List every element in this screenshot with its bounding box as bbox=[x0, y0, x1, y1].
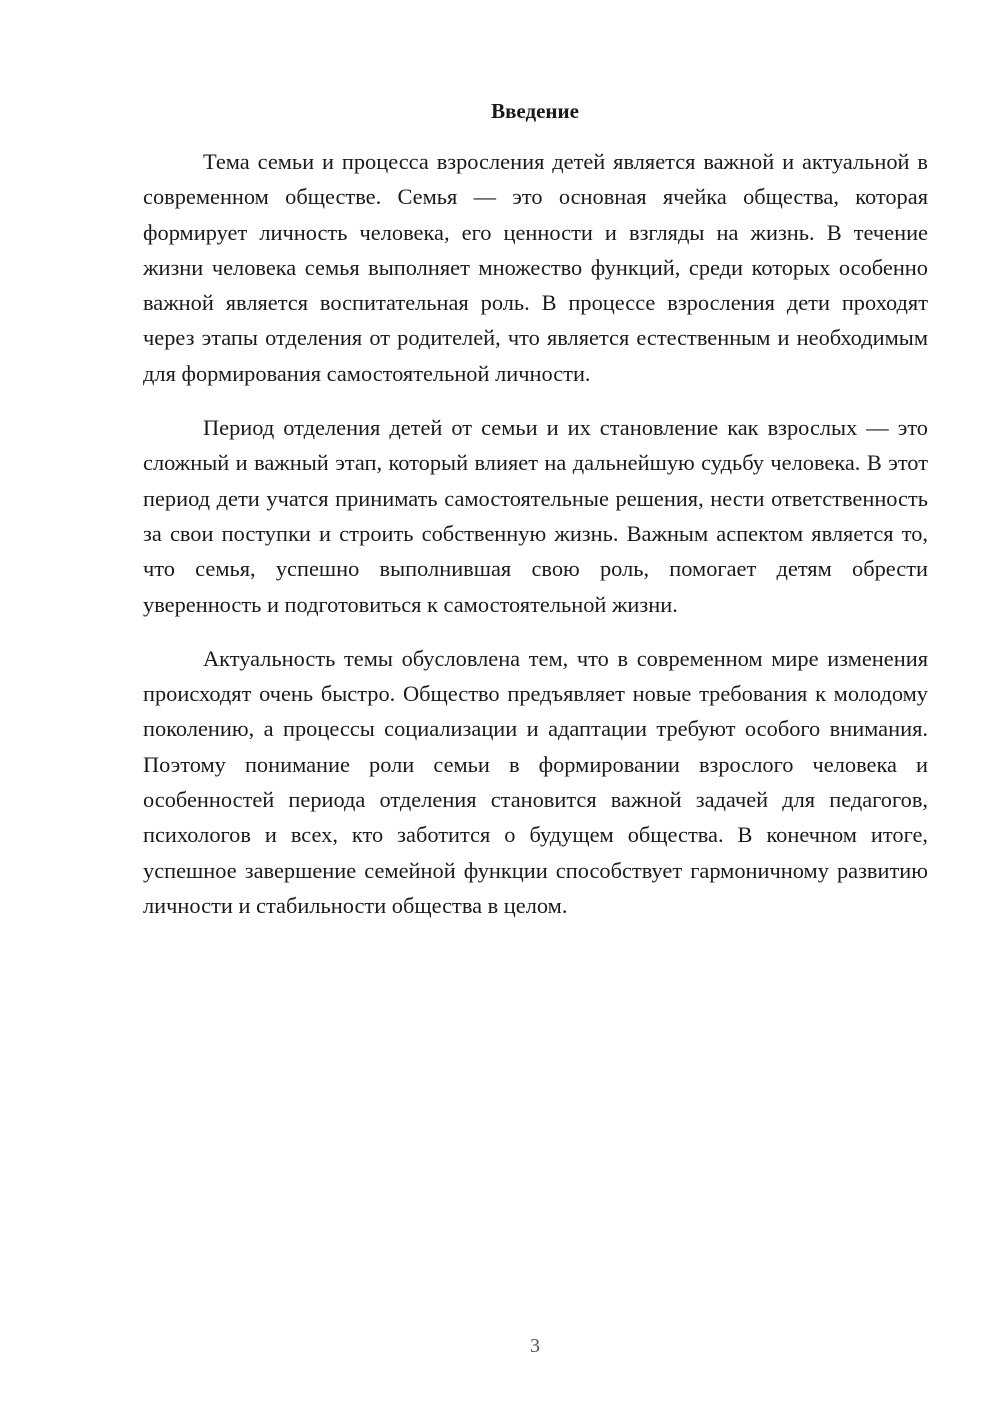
section-heading: Введение bbox=[491, 99, 579, 123]
body-text bbox=[143, 144, 928, 923]
paragraph: Период отделения детей от семьи и их становление как взрослых — это сложный и важный этап, который влияет на дальнейшую судьбу человека. В этот период дети учатся принимать самостоятельные решения, нести ответственность за свои поступки и строить собственную жизнь. Важным аспектом является то, что семья, успешно выполнившая свою роль, помогает детям обрести уверенность и подготовиться к самостоятельной жизни. bbox=[143, 415, 928, 617]
page-number: 3 bbox=[530, 1335, 540, 1357]
paragraph: Актуальность темы обусловлена тем, что в современном мире изменения происходят очень быстро. Общество предъявляет новые требования к молодому поколению, а процессы социализации и адаптации требуют особого внимания. Поэтому понимание роли семьи в формировании взрослого человека и особенностей периода отделения становится важной задачей для педагогов, психологов и всех, кто заботится о будущем общества. В конечном итоге, успешное завершение семейной функции способствует гармоничному развитию личности и стабильности общества в целом. bbox=[143, 645, 928, 918]
paragraph: Тема семьи и процесса взросления детей является важной и актуальной в современном обществе. Семья — это основная ячейка общества, которая формирует личность человека, его ценности и взгляды на жизнь. В течение жизни человека семья выполняет множество функций, среди которых особенно важной является воспитательная роль. В процессе взросления дети проходят через этапы отделения от родителей, что является естественным и необходимым для формирования самостоятельной личности. bbox=[143, 149, 928, 386]
